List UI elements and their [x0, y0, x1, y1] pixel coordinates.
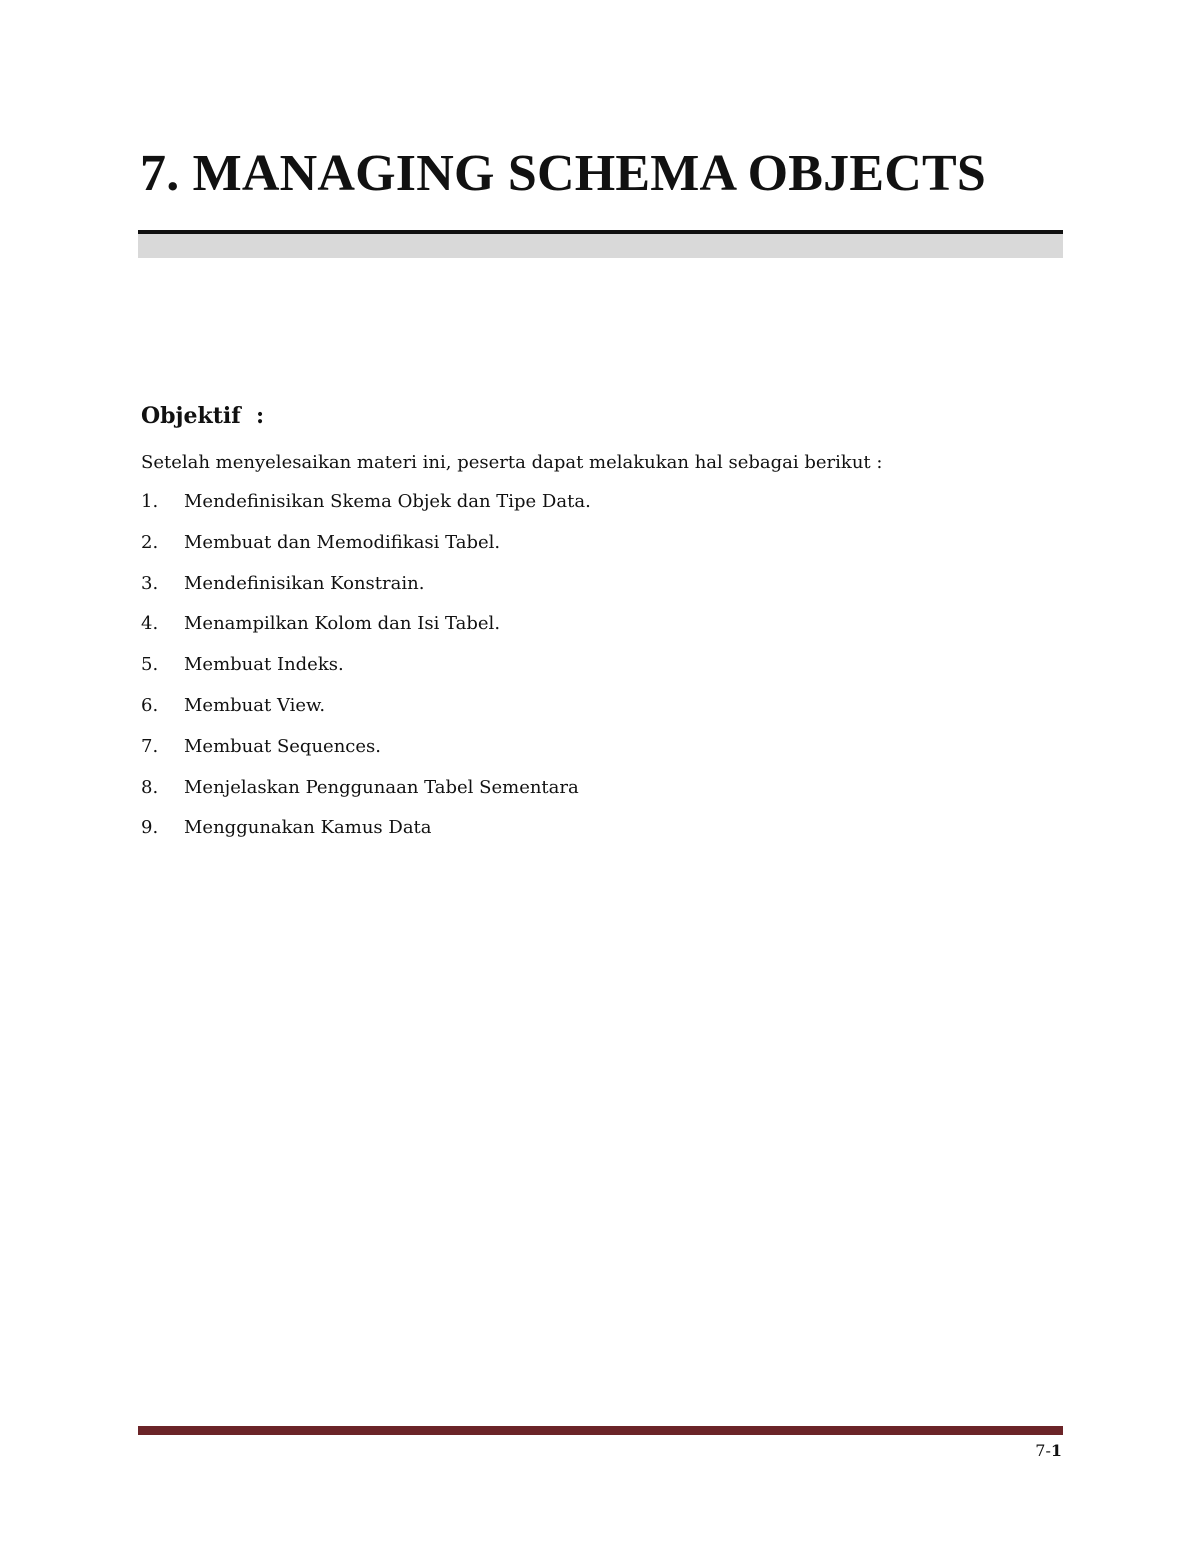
list-item-text: Mendefinisikan Skema Objek dan Tipe Data.	[184, 491, 591, 512]
list-item-text: Membuat dan Memodifikasi Tabel.	[184, 531, 501, 553]
list-item	[141, 733, 591, 774]
list-item-number: 4.	[141, 613, 159, 635]
list-item-text: Menggunakan Kamus Data	[184, 817, 432, 839]
list-item-number: 8.	[141, 776, 159, 798]
page-number	[1035, 1439, 1062, 1463]
list-item-number: 7.	[141, 735, 159, 757]
list-item-text: Membuat Sequences.	[184, 735, 381, 757]
list-item-number: 6.	[141, 694, 159, 716]
list-item-text: Menjelaskan Penggunaan Tabel Sementara	[184, 776, 579, 798]
list-item	[141, 488, 591, 529]
list-item-number: 9.	[141, 817, 159, 839]
list-item-number: 5.	[141, 654, 159, 676]
title-divider-band	[138, 234, 1063, 258]
list-item	[141, 692, 591, 733]
list-item	[141, 529, 591, 570]
list-item	[141, 814, 591, 855]
footer-divider	[138, 1426, 1063, 1435]
list-item-text: Membuat View.	[184, 694, 326, 716]
objective-heading: Objektif :	[141, 403, 265, 429]
list-item	[141, 610, 591, 651]
list-item-number: 1.	[141, 491, 159, 512]
list-item-text: Mendefinisikan Konstrain.	[184, 572, 425, 594]
list-item	[141, 651, 591, 692]
list-item-text: Membuat Indeks.	[184, 654, 344, 676]
list-item-number: 3.	[141, 572, 159, 594]
list-item-text: Menampilkan Kolom dan Isi Tabel.	[184, 613, 501, 635]
page-title: 7. MANAGING SCHEMA OBJECTS	[140, 145, 986, 202]
list-item	[141, 774, 591, 815]
objective-intro: Setelah menyelesaikan materi ini, peserta dapat melakukan hal sebagai berikut :	[141, 452, 883, 473]
page-number-value: 1	[1050, 1441, 1062, 1460]
page-number-prefix: 7-	[1035, 1441, 1051, 1460]
objective-list	[141, 488, 591, 855]
list-item-number: 2.	[141, 531, 159, 553]
list-item	[141, 570, 591, 611]
